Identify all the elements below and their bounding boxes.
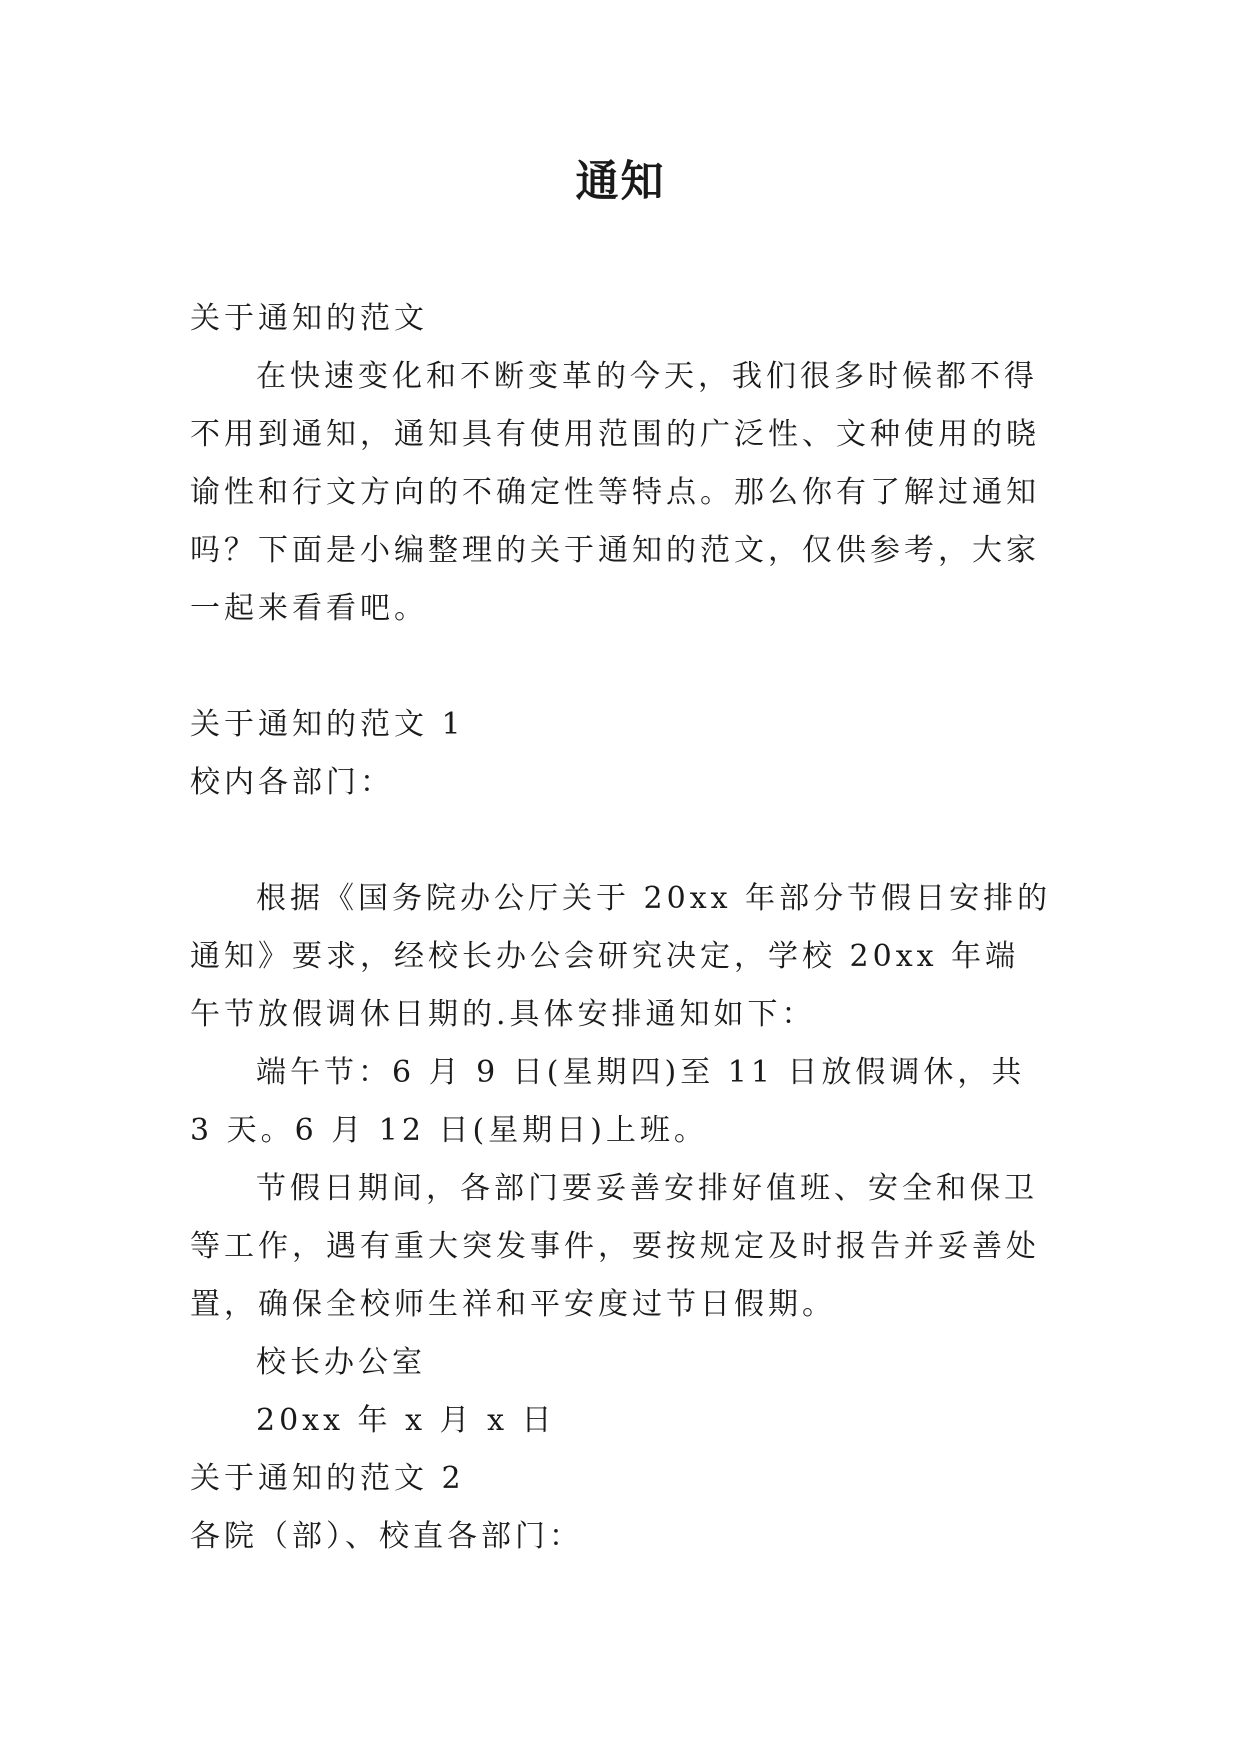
sample1-paragraph-1: 根据《国务院办公厅关于 20xx 年部分节假日安排的通知》要求，经校长办公会研究决定，学校 20xx 年端午节放假调休日期的.具体安排通知如下：: [190, 881, 1052, 1032]
sample1-paragraph-3: 节假日期间，各部门要妥善安排好值班、安全和保卫等工作，遇有重大突发事件，要按规定及时报告并妥善处置，确保全校师生祥和平安度过节日假期。: [190, 1171, 1040, 1322]
sample2-recipient: 各院（部）、校直各部门：: [190, 1519, 583, 1554]
intro-paragraph: 在快速变化和不断变革的今天，我们很多时候都不得不用到通知，通知具有使用范围的广泛性、文种使用的晓谕性和行文方向的不确定性等特点。那么你有了解过通知吗？下面是小编整理的关于通知的范文，仅供参考，大家一起来看看吧。: [190, 359, 1040, 626]
blank-line: [190, 812, 1052, 870]
document-body: [190, 290, 1052, 1566]
sample1-heading: 关于通知的范文 1: [190, 707, 465, 742]
sample1-paragraph-2: 端午节：6 月 9 日(星期四)至 11 日放假调休，共 3 天。6 月 12 日(星期日)上班。: [190, 1055, 1039, 1148]
document-title: 通知: [575, 157, 666, 207]
blank-line: [190, 638, 1052, 696]
sample1-recipient: 校内各部门：: [190, 765, 394, 800]
sample1-signature: 校长办公室: [256, 1345, 426, 1380]
sample2-heading: 关于通知的范文 2: [190, 1461, 465, 1496]
sample1-date: 20xx 年 x 月 x 日: [256, 1403, 556, 1438]
section-heading: 关于通知的范文: [190, 301, 428, 336]
